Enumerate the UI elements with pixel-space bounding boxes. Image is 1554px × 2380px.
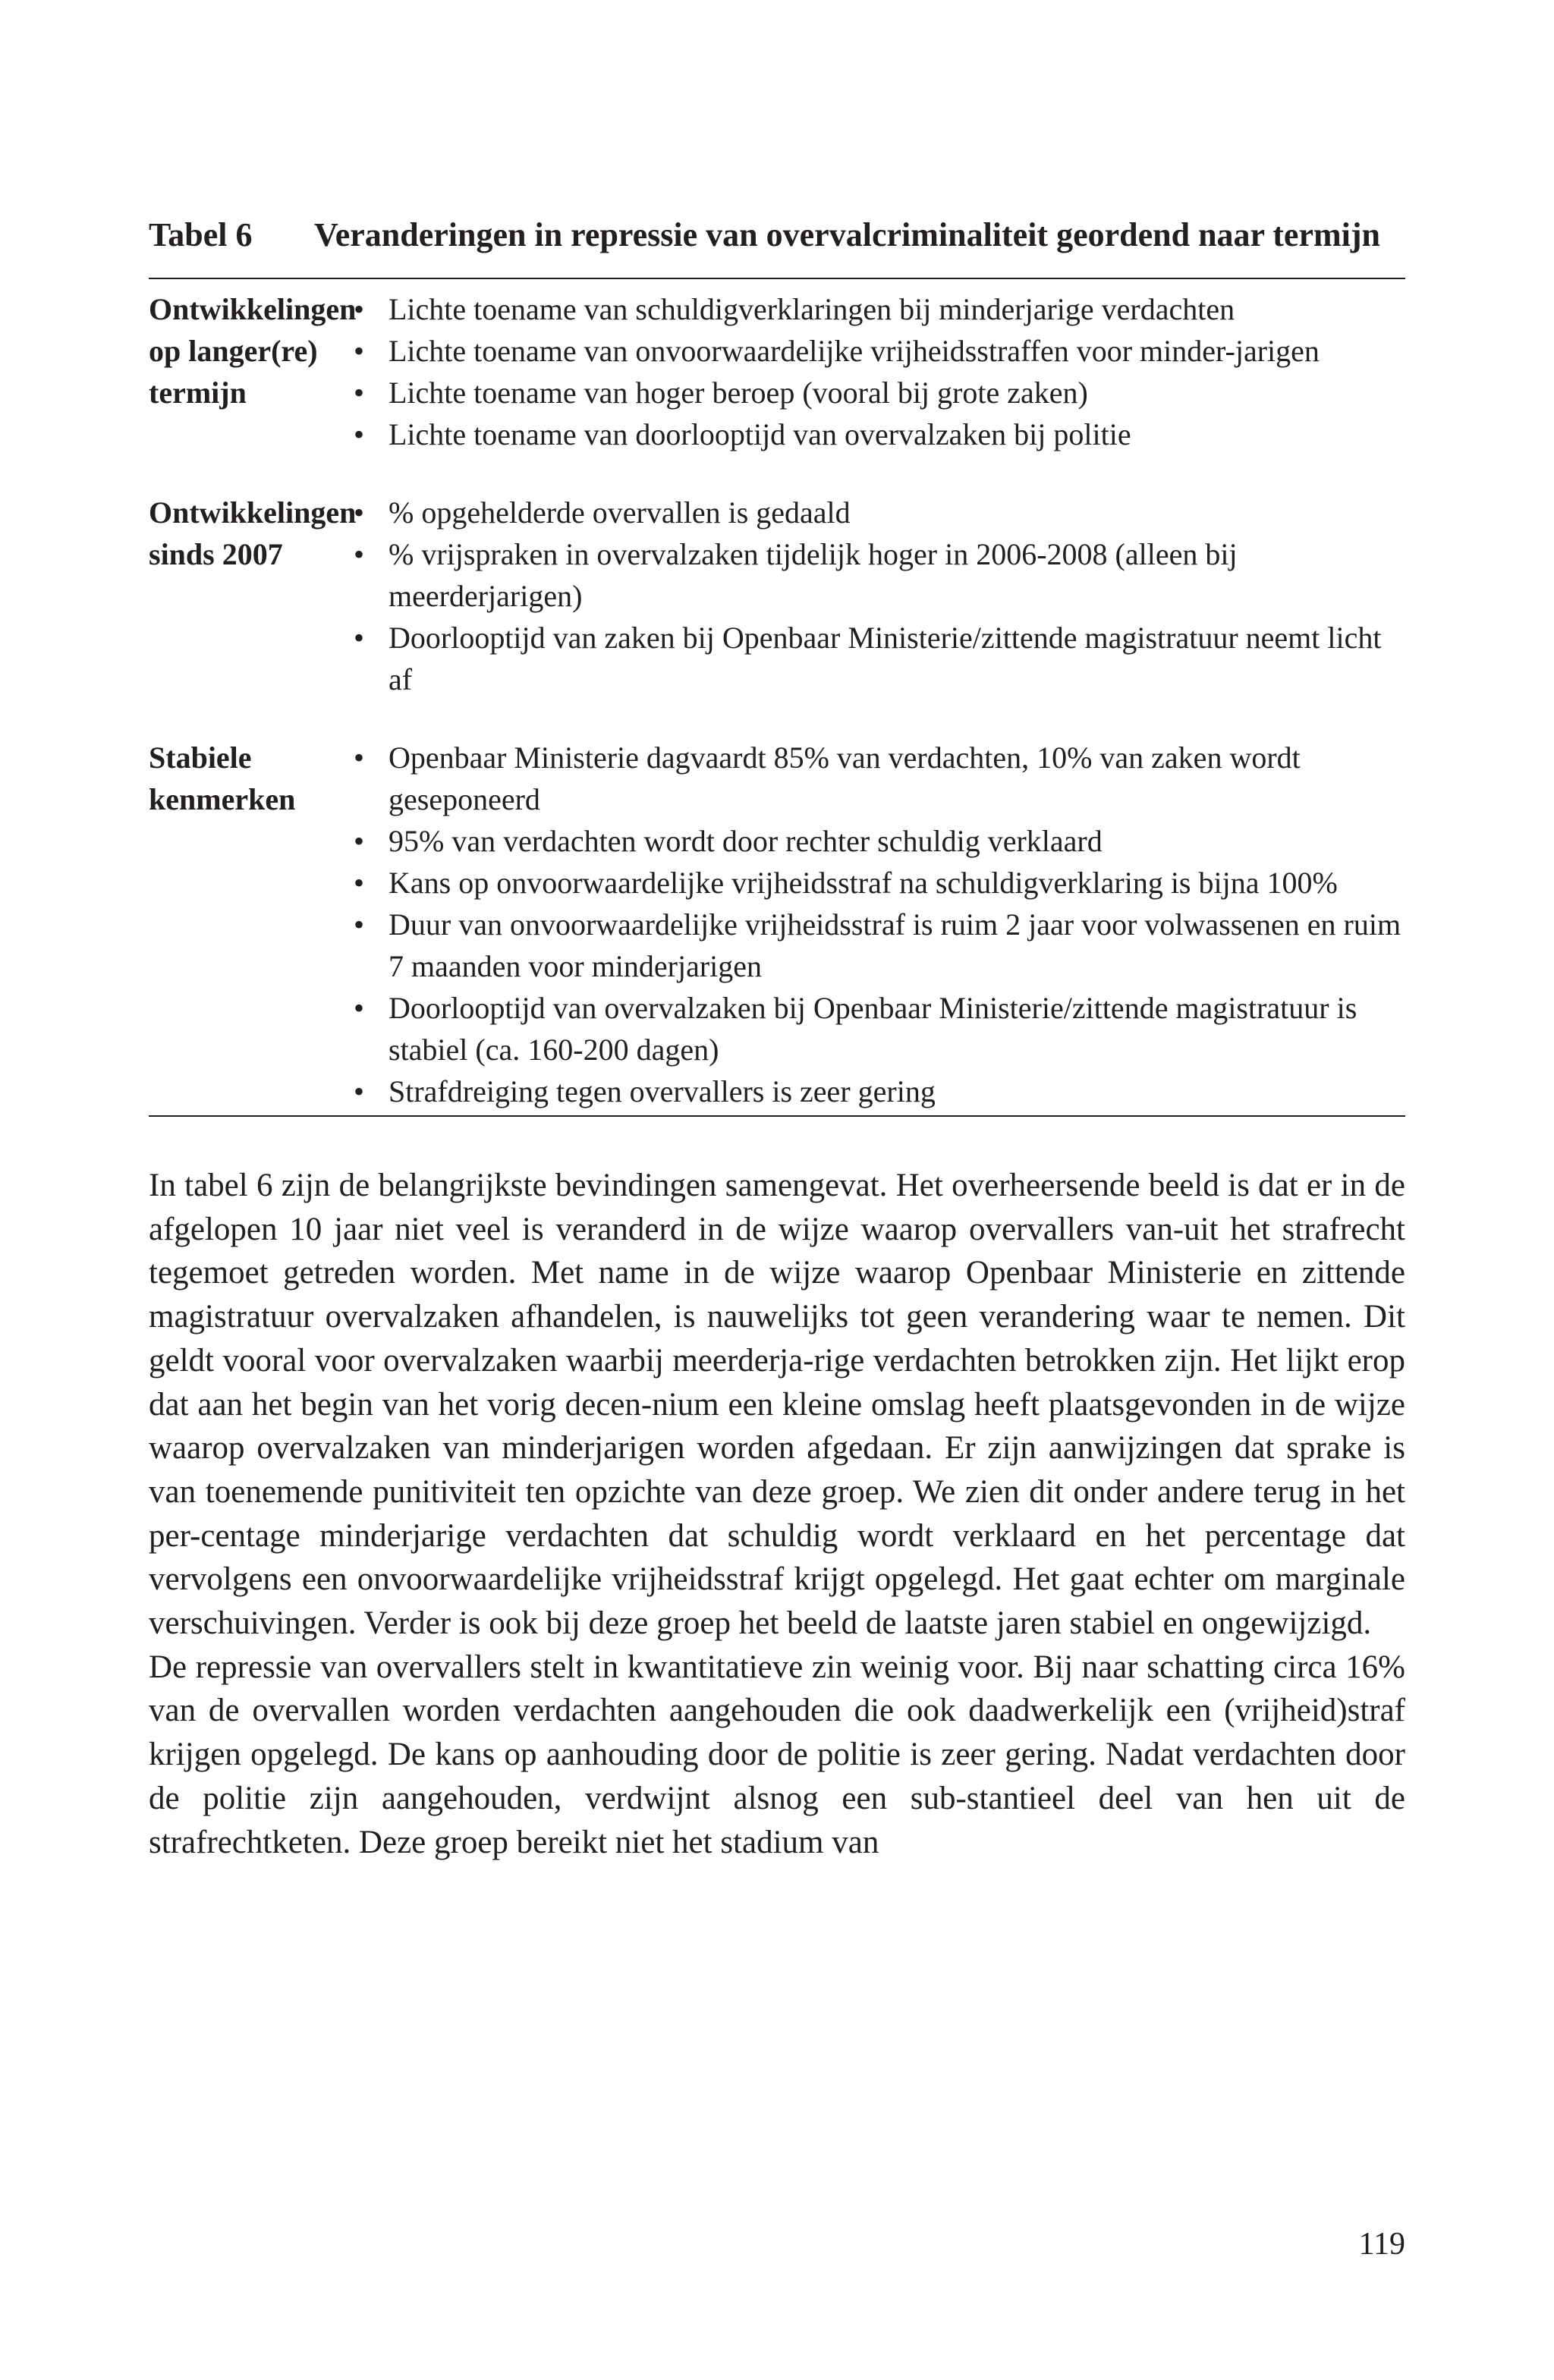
- bullet-icon: •: [354, 334, 365, 368]
- paragraph: De repressie van overvallers stelt in kwantitatieve zin weinig voor. Bij naar schatting circa 16% van de overvallen worden verdachten aangehouden die ook daadwerkelijk een (vrijheid)straf krijgen opgelegd. De kans op aanhouding door de politie is zeer gering. Nadat verdachten door de politie zijn aangehouden, verdwijnt alsnog een sub-stantieel deel van hen uit de strafrechtketen. Deze groep bereikt niet het stadium van: [149, 1649, 1405, 1860]
- bullet-icon: •: [354, 537, 365, 571]
- list-item: • Duur van onvoorwaardelijke vrijheidsstraf is ruim 2 jaar voor volwassenen en ruim 7 maanden voor minderjarigen: [388, 904, 1405, 987]
- list-item: • Lichte toename van doorlooptijd van overvalzaken bij politie: [388, 413, 1405, 455]
- list-item: • Kans op onvoorwaardelijke vrijheidsstraf na schuldigverklaring is bijna 100%: [388, 862, 1405, 904]
- body-text: [149, 1164, 1405, 1864]
- table-label: Tabel 6: [149, 216, 253, 253]
- list-item: • Lichte toename van onvoorwaardelijke vrijheidsstraffen voor minder-jarigen: [388, 330, 1405, 372]
- list-item: • % opgehelderde overvallen is gedaald: [388, 492, 1405, 533]
- bullet-icon: •: [354, 991, 365, 1025]
- bullet-icon: •: [354, 417, 365, 451]
- table-row: [149, 737, 1405, 1112]
- bullet-list: [354, 288, 1405, 455]
- list-item: • Lichte toename van hoger beroep (vooral bij grote zaken): [388, 372, 1405, 413]
- row-heading: Ontwikkelingen sinds 2007: [149, 495, 357, 571]
- findings-table: [149, 278, 1405, 1117]
- table-row: [149, 288, 1405, 455]
- bullet-icon: •: [354, 907, 365, 942]
- bullet-icon: •: [354, 495, 365, 530]
- list-item: • Doorlooptijd van zaken bij Openbaar Ministerie/zittende magistratuur neemt licht af: [388, 617, 1405, 700]
- list-item: • 95% van verdachten wordt door rechter schuldig verklaard: [388, 820, 1405, 862]
- page-content: [149, 212, 1405, 1864]
- page-number: 119: [1358, 2227, 1405, 2262]
- bullet-icon: •: [354, 621, 365, 655]
- bullet-icon: •: [354, 866, 365, 900]
- bullet-list: [354, 737, 1405, 1112]
- bullet-icon: •: [354, 824, 365, 858]
- row-heading: Stabiele kenmerken: [149, 740, 296, 816]
- list-item: • % vrijspraken in overvalzaken tijdelijk hoger in 2006-2008 (alleen bij meerderjarigen): [388, 533, 1405, 617]
- table-caption: [149, 212, 1405, 258]
- bullet-icon: •: [354, 292, 365, 326]
- bullet-icon: •: [354, 740, 365, 775]
- bullet-list: [354, 492, 1405, 700]
- bullet-icon: •: [354, 376, 365, 410]
- row-heading: Ontwikkelingen op langer(re) termijn: [149, 292, 357, 410]
- list-item: • Doorlooptijd van overvalzaken bij Openbaar Ministerie/zittende magistratuur is stabiel (ca. 160-200 dagen): [388, 987, 1405, 1071]
- list-item: • Strafdreiging tegen overvallers is zeer gering: [388, 1071, 1405, 1112]
- bullet-icon: •: [354, 1074, 365, 1108]
- list-item: • Openbaar Ministerie dagvaardt 85% van verdachten, 10% van zaken wordt geseponeerd: [388, 737, 1405, 820]
- paragraph: In tabel 6 zijn de belangrijkste bevindingen samengevat. Het overheersende beeld is dat er in de afgelopen 10 jaar niet veel is veranderd in de wijze waarop overvallers van-uit het strafrecht tegemoet getreden worden. Met name in de wijze waarop Openbaar Ministerie en zittende magistratuur overvalzaken afhandelen, is nauwelijks tot geen verandering waar te nemen. Dit geldt vooral voor overvalzaken waarbij meerderja-rige verdachten betrokken zijn. Het lijkt erop dat aan het begin van het vorig decen-nium een kleine omslag heeft plaatsgevonden in de wijze waarop overvalzaken van minderjarigen worden afgedaan. Er zijn aanwijzingen dat sprake is van toenemende punitiviteit ten opzichte van deze groep. We zien dit onder andere terug in het per-centage minderjarige verdachten dat schuldig wordt verklaard en het percentage dat vervolgens een onvoorwaardelijke vrijheidsstraf krijgt opgelegd. Het gaat echter om marginale verschuivingen. Verder is ook bij deze groep het beeld de laatste jaren stabiel en ongewijzigd.: [149, 1168, 1405, 1642]
- table-row: [149, 492, 1405, 700]
- table-title: Veranderingen in repressie van overvalcriminaliteit geordend naar termijn: [314, 216, 1380, 253]
- list-item: • Lichte toename van schuldigverklaringen bij minderjarige verdachten: [388, 288, 1405, 330]
